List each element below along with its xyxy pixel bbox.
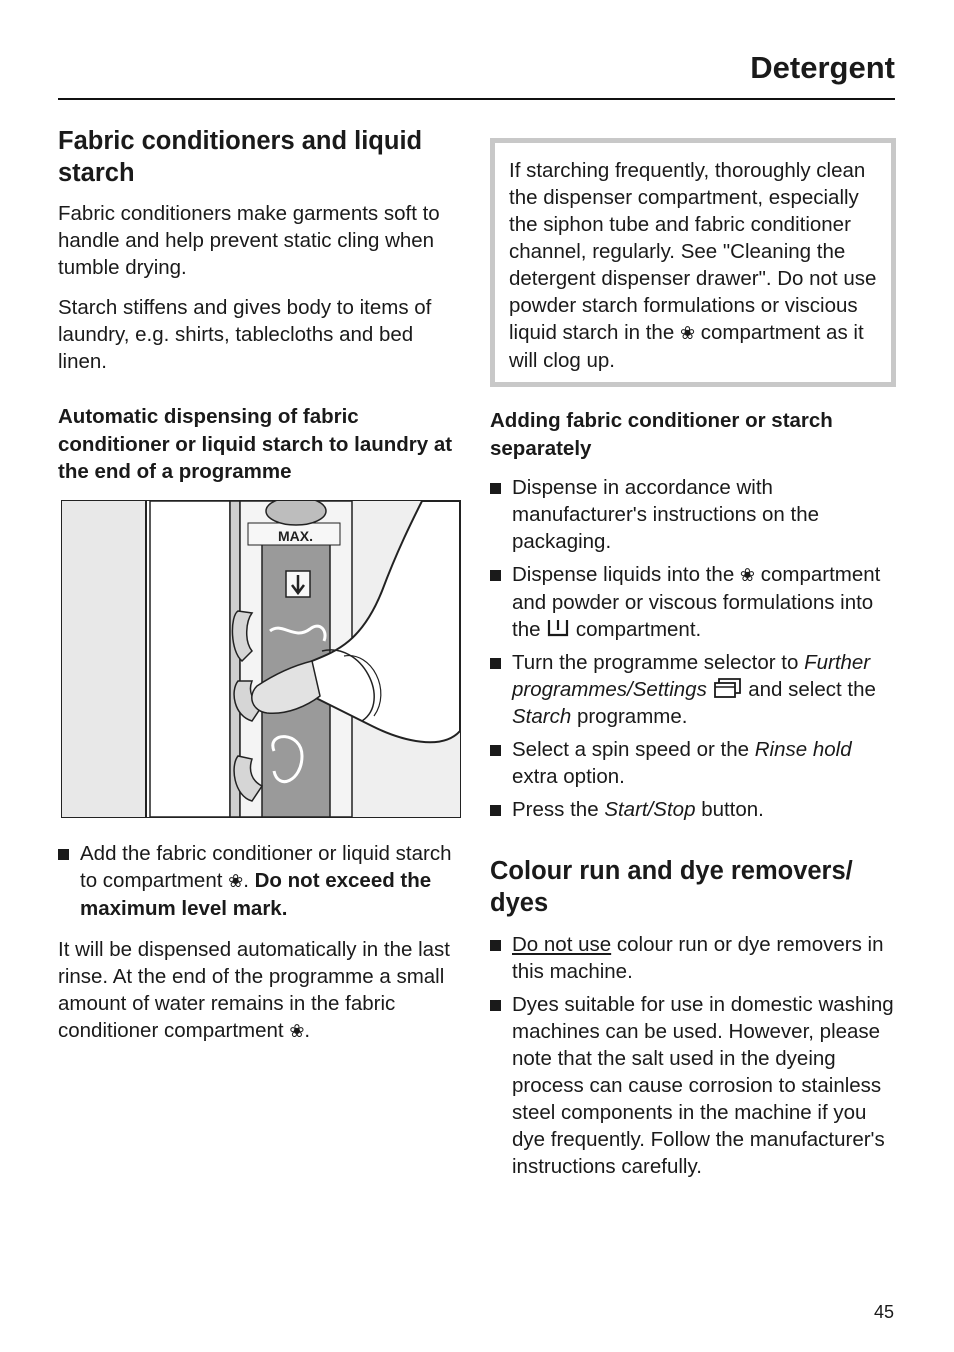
note-text: If starching frequently, thoroughly clean the dispenser compartment, especially the siphon tube and fabric conditioner channel, regularly. See "Cleaning the detergent dispenser drawer". Do not use powder starch formulations or viscious liquid starch in the ❀ compartment as it will clog up. xyxy=(509,159,877,372)
paragraph-starch: Starch stiffens and gives body to items of laundry, e.g. shirts, tablecloths and bed linen. xyxy=(58,296,432,373)
further-programmes-icon xyxy=(713,677,743,699)
page-title: Detergent xyxy=(750,50,895,85)
colour-run-bullet-list xyxy=(490,931,896,1180)
bullet-square-icon xyxy=(490,570,501,581)
max-level-label: MAX. xyxy=(278,527,313,544)
bullet-square-icon xyxy=(490,805,501,816)
bullet-square-icon xyxy=(490,940,501,951)
list-item: Press the Start/Stop button. xyxy=(490,796,896,823)
list-item: Dispense liquids into the ❀ compartment and powder or viscous formulations into the compartment. xyxy=(490,561,896,643)
right-bullet-list xyxy=(490,474,896,823)
right-column xyxy=(490,138,896,1186)
note-box xyxy=(490,138,896,387)
list-item: Dispense in accordance with manufacturer's instructions on the packaging. xyxy=(490,474,896,555)
list-item: Dyes suitable for use in domestic washing machines can be used. However, please note that the salt used in the dyeing process can cause corrosion to stainless steel components in the machine if you dye frequently. Follow the manufacturer's instructions carefully. xyxy=(490,991,896,1180)
section-heading-colour-run: Colour run and dye removers/ dyes xyxy=(490,857,853,917)
header-rule xyxy=(58,98,895,100)
list-item: Turn the programme selector to Further programmes/Settings and select the Starch programme. xyxy=(490,649,896,730)
flower-compartment-icon: ❀ xyxy=(289,1020,305,1042)
main-wash-compartment-icon xyxy=(546,618,570,638)
paragraph-fabric-conditioners: Fabric conditioners make garments soft to handle and help prevent static cling when tumble drying. xyxy=(58,202,440,279)
dispenser-illustration xyxy=(61,500,461,818)
left-bullet-list xyxy=(58,840,463,922)
flower-compartment-icon: ❀ xyxy=(228,870,244,892)
bullet-square-icon xyxy=(490,1000,501,1011)
bullet-square-icon xyxy=(58,849,69,860)
list-item: Select a spin speed or the Rinse hold extra option. xyxy=(490,736,896,790)
flower-compartment-icon: ❀ xyxy=(679,323,696,344)
subheading-adding-separately: Adding fabric conditioner or starch separately xyxy=(490,409,833,460)
list-item: Add the fabric conditioner or liquid starch to compartment ❀. Do not exceed the maximum level mark. xyxy=(58,840,463,922)
left-column xyxy=(58,125,463,1058)
subheading-automatic-dispensing: Automatic dispensing of fabric conditioner or liquid starch to laundry at the end of a programme xyxy=(58,405,453,483)
bullet-square-icon xyxy=(490,658,501,669)
list-item: Do not use colour run or dye removers in this machine. xyxy=(490,931,896,985)
bullet-square-icon xyxy=(490,483,501,494)
page-number: 45 xyxy=(873,1302,894,1322)
bullet-square-icon xyxy=(490,745,501,756)
flower-compartment-icon: ❀ xyxy=(739,565,756,586)
section-heading-fabric-conditioners: Fabric conditioners and liquid starch xyxy=(58,127,423,187)
paragraph-dispensed-automatically: It will be dispensed automatically in the last rinse. At the end of the programme a small amount of water remains in the fabric conditioner compartment ❀. xyxy=(58,937,450,1042)
